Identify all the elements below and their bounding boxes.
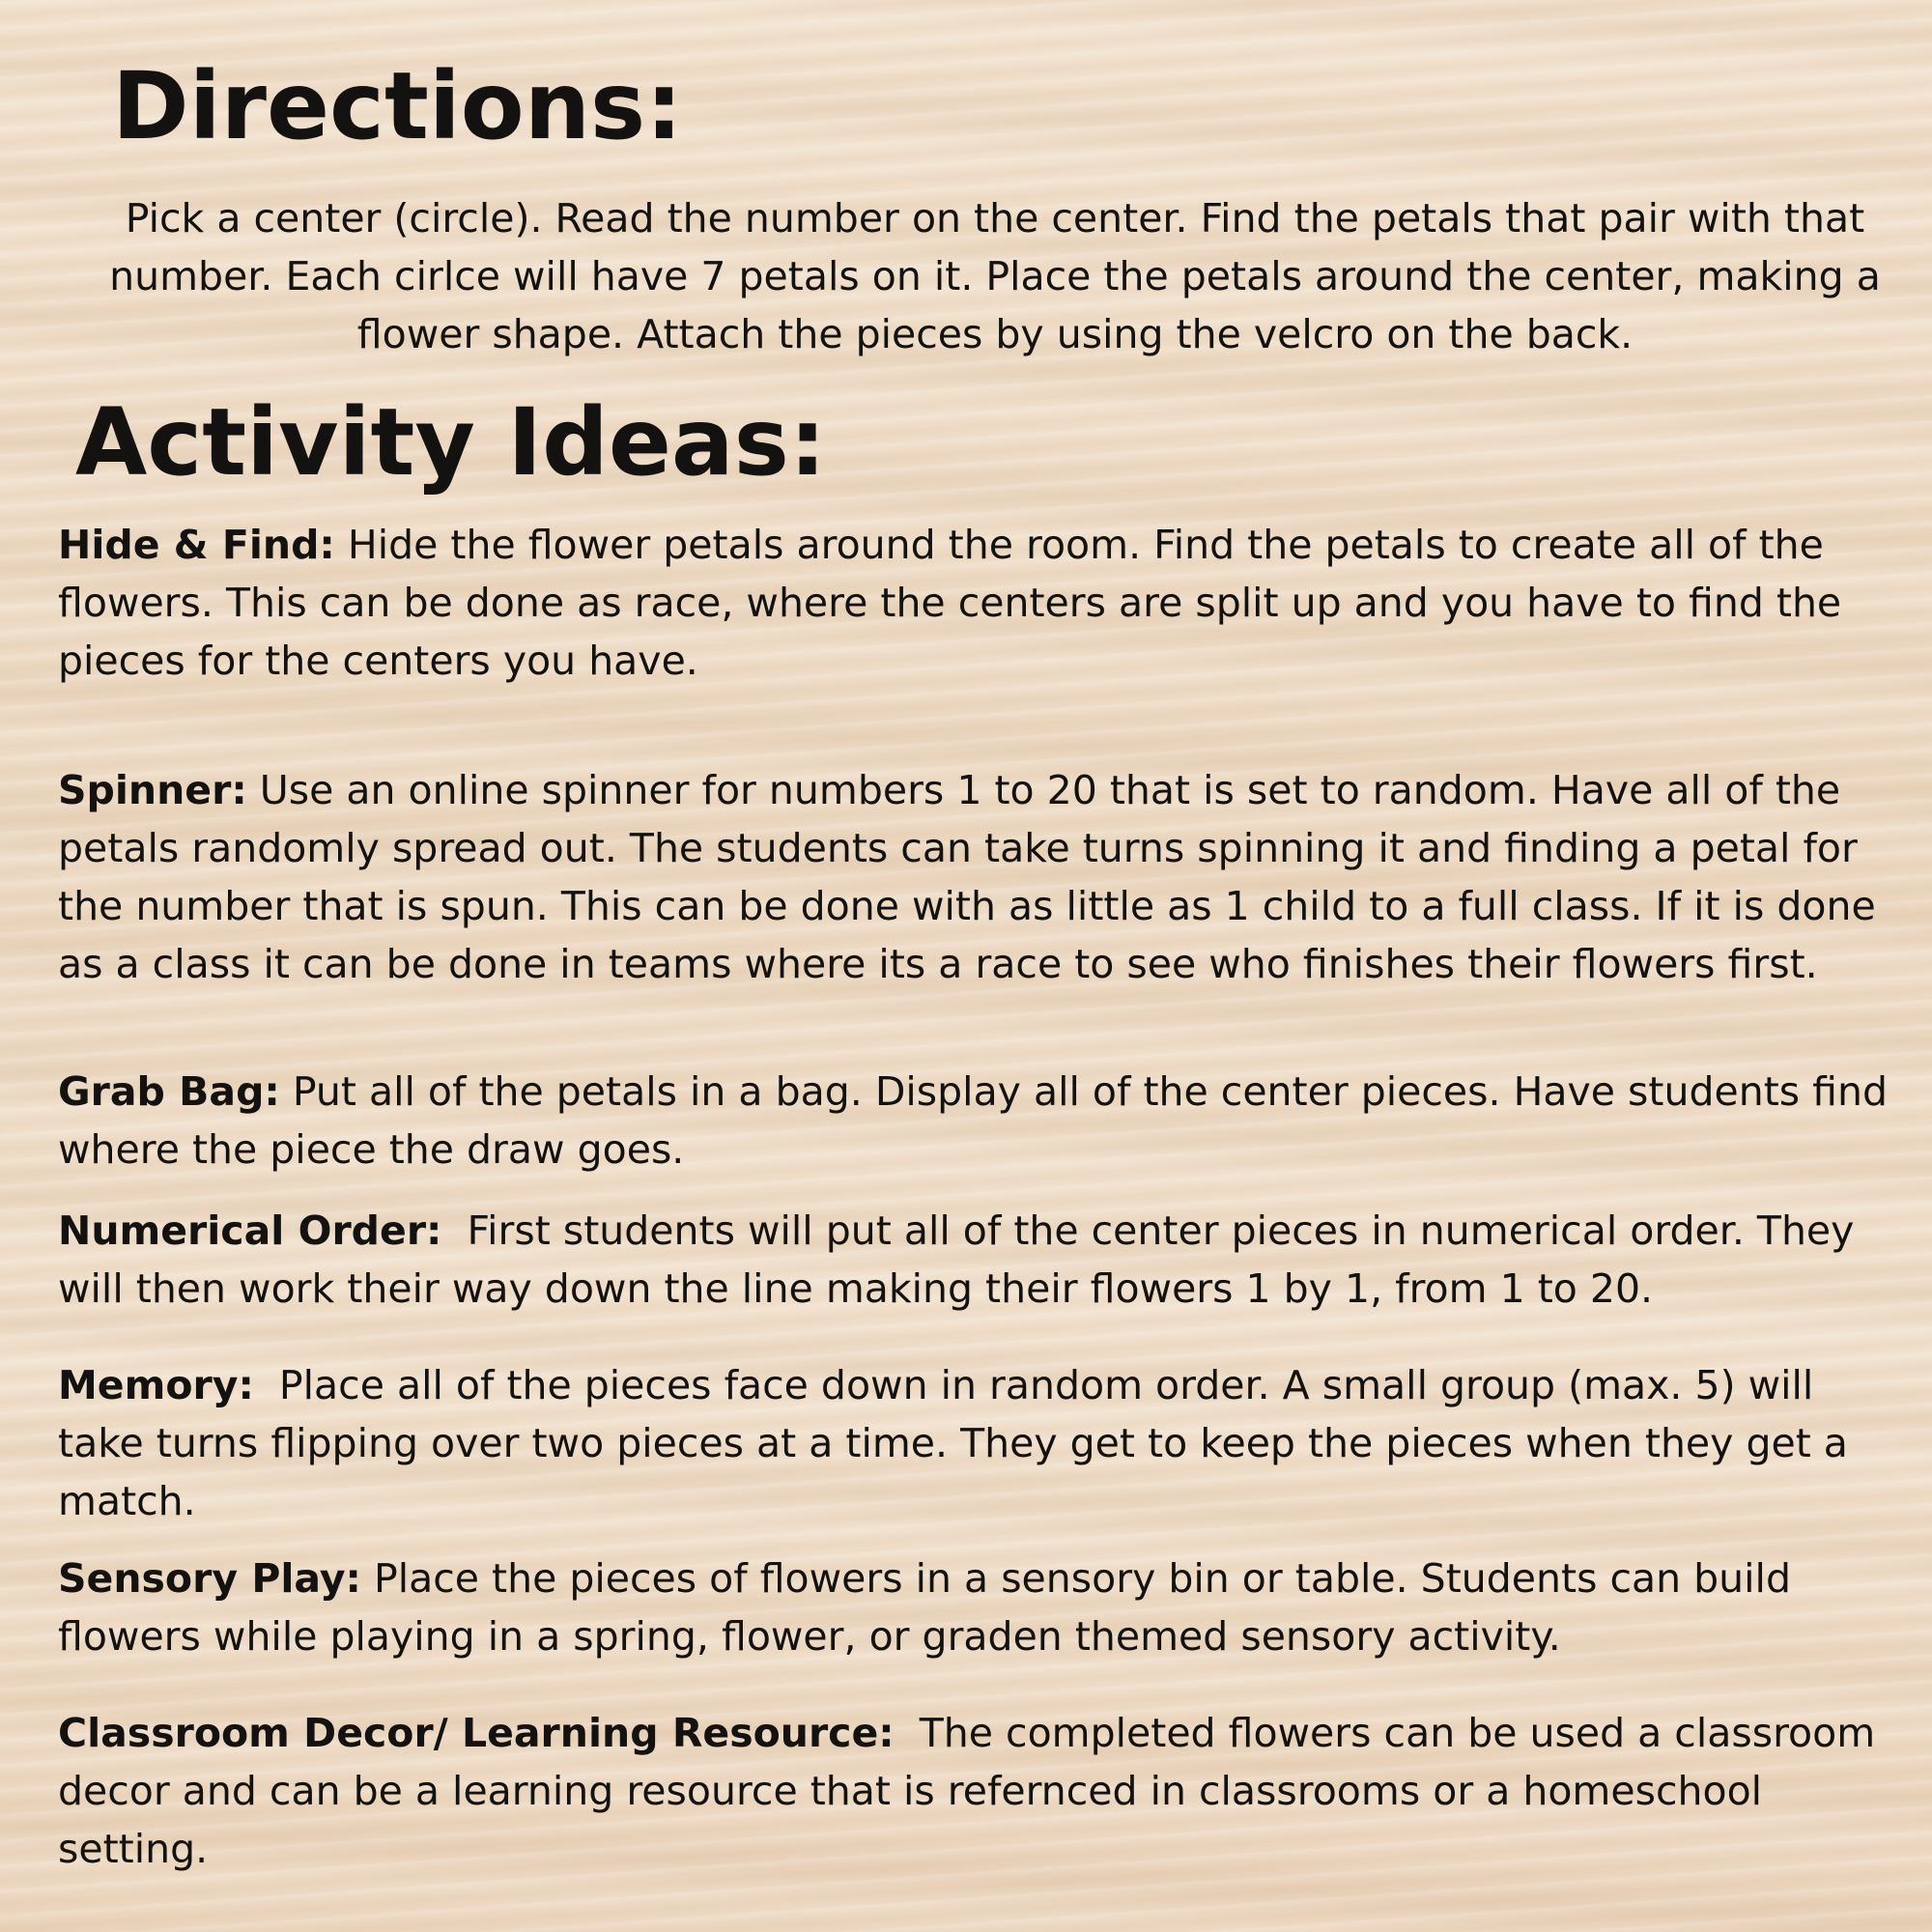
idea-text: Hide the flower petals around the room. Find the petals to create all of the flowers. This can be done as race, where the centers are split up and you have to find the pieces for the centers you have. [58,522,1842,684]
idea-label: Classroom Decor/ Learning Resource: [58,1710,895,1756]
idea-hide-and-find [58,516,1893,690]
idea-grab-bag [58,1063,1893,1179]
idea-text: Place the pieces of flowers in a sensory bin or table. Students can build flowers while playing in a spring, flower, or graden themed sensory activity. [58,1555,1791,1660]
idea-sensory-play [58,1549,1893,1665]
idea-spinner [58,761,1893,993]
idea-label: Numerical Order: [58,1208,442,1254]
idea-memory [58,1356,1893,1530]
idea-text: The completed flowers can be used a classroom decor and can be a learning resource that is refernced in classrooms or a homeschool setting. [58,1710,1876,1872]
idea-classroom-decor [58,1704,1893,1878]
idea-label: Spinner: [58,767,247,813]
idea-text: Put all of the petals in a bag. Display all of the center pieces. Have students find where the piece the draw goes. [58,1068,1889,1173]
idea-text: Use an online spinner for numbers 1 to 20 that is set to random. Have all of the petals randomly spread out. The students can take turns spinning it and finding a petal for the number that is spun. This can be done with as little as 1 child to a full class. If it is done as a class it can be done in teams where its a race to see who finishes their flowers first. [58,767,1876,987]
idea-text: First students will put all of the center pieces in numerical order. They will then work their way down the line making their flowers 1 by 1, from 1 to 20. [58,1208,1855,1312]
directions-text: Pick a center (circle). Read the number on the center. Find the petals that pair with that number. Each cirlce will have 7 petals on it. Place the petals around the center, making a flower shape. Attach the pieces by using the velcro on the back. [109,195,1881,357]
idea-label: Sensory Play: [58,1555,361,1602]
idea-text: Place all of the pieces face down in random order. A small group (max. 5) will take turns flipping over two pieces at a time. They get to keep the pieces when they get a match. [58,1362,1848,1524]
idea-label: Memory: [58,1362,254,1408]
idea-label: Hide & Find: [58,522,335,568]
activity-ideas-title: Activity Ideas: [75,388,827,497]
idea-label: Grab Bag: [58,1068,280,1115]
idea-numerical-order [58,1202,1893,1318]
directions-title: Directions: [112,52,683,160]
